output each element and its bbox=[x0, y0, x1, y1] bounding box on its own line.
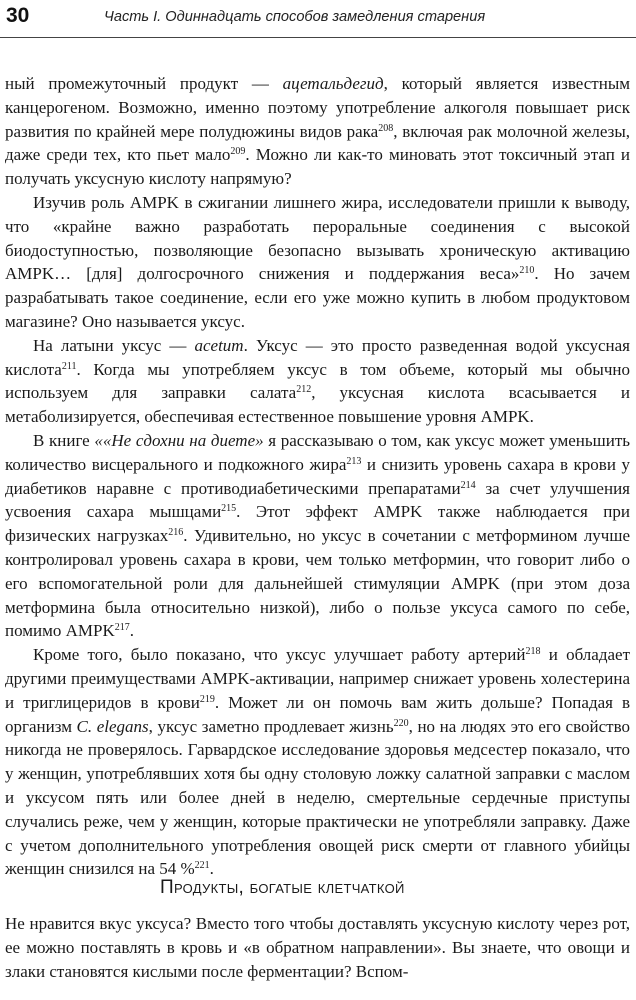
footnote-reference: 218 bbox=[525, 646, 541, 658]
footnote-reference: 216 bbox=[168, 527, 184, 539]
text-run: , который является известным канцерогеном. Возможно, именно поэтому употребление алкоголя повышает риск развития по крайней мере полудюжины видов рака bbox=[5, 74, 630, 141]
text-run: . Но зачем разрабатывать такое соединение, если его уже можно купить в любом продуктовом магазине? Оно называется уксус. bbox=[5, 264, 630, 331]
text-run: . Может ли он помочь вам жить дольше? Попадая в организм bbox=[5, 692, 630, 736]
paragraph bbox=[5, 72, 630, 191]
paragraph bbox=[5, 912, 630, 983]
footnote-reference: 208 bbox=[378, 122, 394, 134]
body-text bbox=[5, 72, 630, 881]
text-run: . Уксус — это просто разведенная водой уксусная кислота bbox=[5, 335, 630, 379]
paragraph bbox=[5, 334, 630, 429]
footnote-reference: 213 bbox=[346, 455, 362, 467]
running-title: Часть I. Одиннадцать способов замедления старения bbox=[104, 9, 486, 25]
text-run: и обладает другими преимуществами AMPK-активации, например снижает уровень холестерина и триглицеридов в крови bbox=[5, 645, 631, 712]
page-header bbox=[0, 0, 636, 28]
text-run: . Можно ли как-то миновать этот токсичный этап и получать уксусную кислоту напрямую? bbox=[5, 145, 631, 189]
text-run: , но на людях это его свойство никогда не проверялось. Гарвардское исследование здоровья медсестер показало, что у женщин, употреблявших хотя бы одну столовую ложку салатной заправки с маслом и уксусом пять или более дней в неделю, смертельные сердечные приступы случались реже, чем у женщин, которые практически не употребляли заправку. Даже с учетом дополнительного употребления овощей риск смерти от главного убийцы женщин снизился на 54 % bbox=[5, 716, 630, 879]
footnote-reference: 215 bbox=[221, 503, 237, 515]
footnote-reference: 219 bbox=[199, 693, 215, 705]
footnote-reference: 217 bbox=[114, 622, 130, 634]
italic-text: ацетальдегид bbox=[282, 74, 384, 93]
section-heading: Продукты, богатые клетчаткой bbox=[160, 877, 405, 898]
footnote-reference: 221 bbox=[194, 860, 210, 872]
footnote-reference: 210 bbox=[519, 265, 535, 277]
text-run: ный промежуточный продукт — bbox=[5, 74, 283, 93]
text-run: и снизить уровень сахара в крови у диабетиков наравне с противодиабетическими препаратами bbox=[5, 454, 630, 498]
section-body-text bbox=[5, 912, 630, 983]
footnote-reference: 214 bbox=[460, 479, 476, 491]
text-run: Не нравится вкус уксуса? Вместо того чтобы доставлять уксусную кислоту через рот, ее можно поставлять в кровь и «в обратном направлении». Вы знаете, что овощи и злаки становятся кислыми после ферментации? Вспом- bbox=[5, 914, 630, 981]
text-run: за счет улучшения усвоения сахара мышцами bbox=[5, 478, 630, 522]
text-run: Кроме того, было показано, что уксус улучшает работу артерий bbox=[33, 645, 526, 665]
page-number: 30 bbox=[6, 4, 30, 27]
text-run: . Когда мы употребляем уксус в том объеме, который мы обычно используем для заправки салата bbox=[5, 359, 630, 403]
header-divider bbox=[0, 37, 636, 38]
footnote-reference: 211 bbox=[61, 360, 77, 372]
italic-text: acetum bbox=[194, 335, 244, 355]
paragraph bbox=[5, 191, 630, 334]
italic-text: C. elegans bbox=[76, 716, 149, 736]
text-run: , уксус заметно продлевает жизнь bbox=[148, 716, 394, 736]
text-run: Изучив роль AMPK в сжигании лишнего жира, исследователи пришли к выводу, что «крайне важно разработать пероральные соединения с высокой биодоступностью, позволяющие безопасно вызывать хроническую активацию AMPK… [для] долгосрочного снижения и поддержания веса» bbox=[5, 192, 630, 284]
footnote-reference: 220 bbox=[393, 717, 409, 729]
footnote-reference: 212 bbox=[296, 384, 312, 396]
text-run: я рассказываю о том, как уксус может уменьшить количество висцерального и подкожного жира bbox=[5, 430, 631, 474]
text-run: , уксусная кислота всасывается и метаболизируется, обеспечивая естественное повышение уровня AMPK. bbox=[5, 383, 630, 427]
text-run: . bbox=[209, 859, 214, 879]
text-run: На латыни уксус — bbox=[33, 335, 195, 355]
paragraph bbox=[5, 643, 630, 881]
footnote-reference: 209 bbox=[230, 146, 246, 158]
paragraph bbox=[5, 429, 630, 643]
text-run: . bbox=[129, 621, 135, 641]
italic-text: ««Не сдохни на диете» bbox=[94, 430, 264, 450]
text-run: В книге bbox=[33, 430, 95, 450]
text-run: , включая рак молочной железы, даже среди тех, кто пьет мало bbox=[5, 121, 630, 165]
text-run: . Этот эффект AMPK также наблюдается при физических нагрузках bbox=[5, 502, 630, 546]
text-run: . Удивительно, но уксус в сочетании с метформином лучше контролировал уровень сахара в крови, чем только метформин, что говорит либо о его вспомогательной роли для дальнейшей стимуляции AMPK (при этом доза метформина была относительно низкой), либо о пользе уксуса самого по себе, помимо AMPK bbox=[5, 526, 630, 641]
